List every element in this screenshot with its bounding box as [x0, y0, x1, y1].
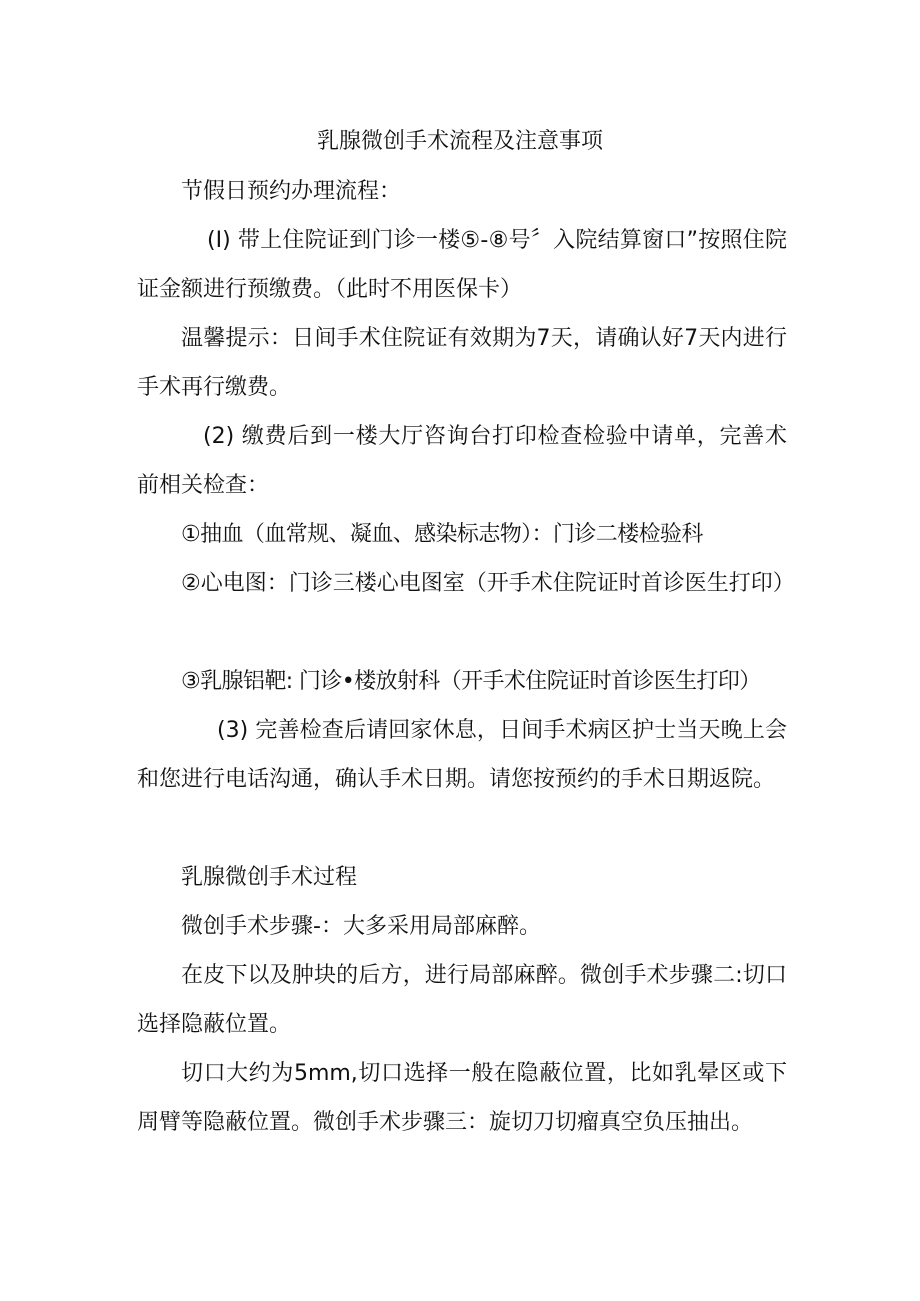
paragraph-holiday-booking-heading: 节假日预约办理流程：: [181, 179, 402, 204]
paragraph-exam-blood-test: ①抽血（血常规、凝血、感染标志物）：门诊二楼检验科: [181, 522, 703, 547]
paragraph-exam-ecg: ②心电图：门诊三楼心电图室（开手术住院证时首诊医生打印）: [181, 571, 795, 596]
paragraph-local-anesthesia: 在皮下以及肿块的后方，进行局部麻醉。微创手术步骤二:切口选择隐蔽位置。: [137, 963, 787, 1037]
document-title: 乳腺微创手术流程及注意事项: [316, 129, 603, 154]
paragraph-surgery-process-heading: 乳腺微创手术过程: [181, 865, 358, 890]
paragraph-warm-reminder: 温馨提示：日间手术住院证有效期为7天，请确认好7天内进行手术再行缴费。: [137, 326, 787, 400]
paragraph-exam-mammography: ③乳腺铝靶: 门诊•楼放射科（开手术住院证时首诊医生打印）: [181, 669, 761, 694]
paragraph-step-2-exams: (2) 缴费后到一楼大厅咨询台打印检查检验中请单，完善术前相关检查：: [137, 424, 787, 498]
paragraph-surgery-step-1: 微创手术步骤-：大多采用局部麻醉。: [181, 914, 541, 939]
paragraph-step-1-prepay: (I) 带上住院证到门诊一楼⑤-⑧号〞入院结算窗口”按照住院证金额进行预缴费。（此时不用医保卡）: [137, 228, 787, 302]
paragraph-step-3-rest: (3) 完善检查后请回家休息，日间手术病区护士当天晚上会和您进行电话沟通，确认手术日期。请您按预约的手术日期返院。: [137, 718, 787, 792]
paragraph-incision-details: 切口大约为5mm,切口选择一般在隐蔽位置，比如乳晕区或下周臂等隐蔽位置。微创手术步骤三：旋切刀切瘤真空负压抽出。: [137, 1061, 787, 1135]
